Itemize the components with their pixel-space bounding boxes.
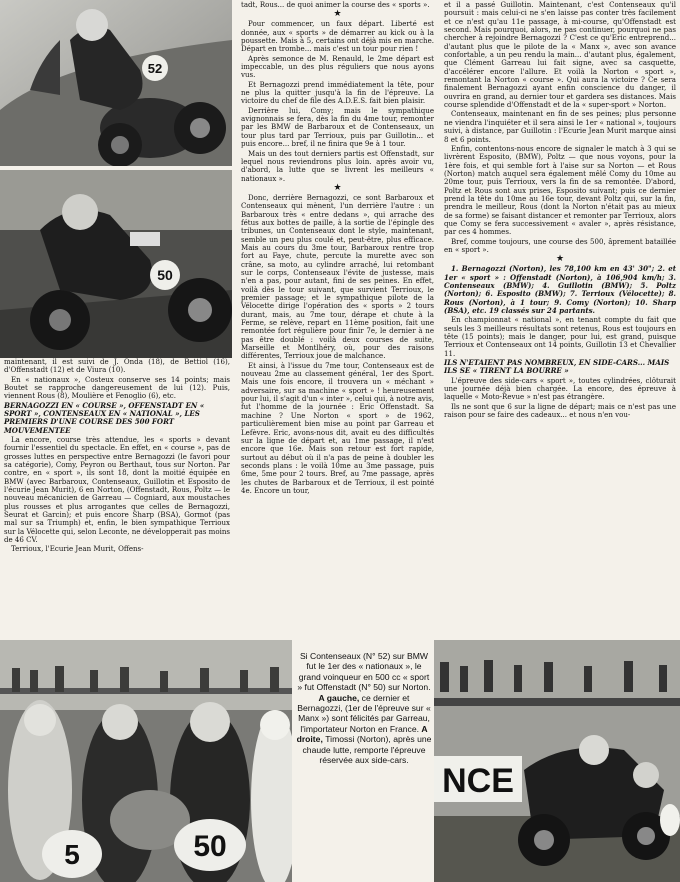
- separator-star: ★: [333, 9, 342, 20]
- paragraph: Et Bernagozzi prend immédiatement la tête, pour ne plus la quitter jusqu'à la fin de l'épreuve. La victoire du chef de file des A.D.E.S. fait bien plaisir.: [241, 79, 434, 106]
- section-heading-sidecars: ILS N'ETAIENT PAS NOMBREUX, EN SIDE-CARS... MAIS ILS SE « TIRENT LA BOURRE »: [444, 358, 670, 376]
- paragraph: et il a passé Guillotin. Maintenant, c'est Contenseaux qu'il poursuit : mais celui-ci ne s'en laisse pas conter très facilement et ce n'est qu'au 11e passage, à mi-course, qu'Offenstadt est second. Mais pourquoi, alors, ne pas continuer, pourquoi ne pas chercher à rejoindre Bernagozzi ? C'est ce qu'Eric entreprend... d'autant plus que le pilote de la « Manx », avec son avance confortable, a un peu rendu la main... d'autant plus, également, que Clément Garreau lui fait signe, avec sa casquette, d'accélérer encore l'allure. Et voilà la Norton « sport », remontant la Norton « course ». Qui aura la victoire ? Ce sera finalement Bernagozzi ayant enfin conscience du danger, il ouvrira en grand, au dernier tour et gardera ses distances. Mais course splendide d'Offenstadt et de la « super-sport » Norton.: [444, 0, 676, 110]
- race-results: 1. Bernagozzi (Norton), les 78,100 km en 43' 30"; 2. et 1er « sport » : Offenstadt (Norton), à 106,904 km/h; 3. Contenseaux (BMW); 4. Guillotin (BMW); 5. Poltz (Norton); 6. Esposito (BMW); 7. Terrioux (Vélocette); 8. Rous (Norton), à 1 tour; 9. Comy (Norton); 10. Sharp (BSA), etc. 19 classés sur 24 partants.: [444, 264, 676, 316]
- photo-offenstadt-riding: [0, 170, 232, 358]
- photo-caption: [296, 651, 432, 765]
- photo-timossi-sidecar: [434, 640, 680, 882]
- paragraph: Contenseaux, maintenant en fin de ses peines; plus personne ne viendra l'inquiéter et il sera ainsi le 1er « national », toujours suivi, à distance, par Guillotin : l'Ecurie Jean Murit marque ainsi 8 et 6 points.: [444, 109, 676, 144]
- paragraph: Terrioux, l'Ecurie Jean Murit, Offens-: [11, 544, 144, 554]
- paragraph: En championnat « national », en tenant compte du fait que seuls les 3 meilleurs résultats sont retenus, Rous est toujours en tête (15 points); mais le danger, pour lui, est grand, puisque Terrioux et Contenseaux ont 14 points, Guillotin 13 et Chevallier 11.: [444, 315, 676, 358]
- photo-number-50: 50: [157, 267, 173, 283]
- paragraph: Pour commencer, un faux départ. Liberté est donnée, aux « sports » de démarrer au kick ou à la poussette. Mais à 5, certains ont déjà mis en marche. Départ en trombe... mais c'est un tour pour rien !: [241, 19, 434, 54]
- caption-text: Timossi (Norton), après une chaude lutte, remporte l'épreuve réservée aux side-cars.: [302, 734, 432, 766]
- paragraph: Bref, comme toujours, une course des 500, âprement bataillée en « sport ».: [444, 236, 676, 254]
- photo-number-52: 52: [147, 61, 163, 76]
- photo-banner-text: NCE: [442, 762, 514, 800]
- article-column-2: [241, 1, 434, 496]
- paragraph: Ils ne sont que 6 sur la ligne de départ; mais ce n'est pas une raison pour se faire des cadeaux... et nous n'en vou-: [444, 401, 676, 420]
- paragraph: Derrière lui, Comy; mais le sympathique avignonnais se fera, dès la fin du 4me tour, remonter par les BMW de Barbaroux et de Contenseaux, un tour plus tard par Terrioux, puis par Guillotin... et puis encore... bref, il ne finira que 9e à 1 tour.: [241, 105, 434, 149]
- separator-star: ★: [555, 254, 565, 265]
- paragraph: La encore, course très attendue, les « sports » devant fournir l'essentiel du spectacle. En effet, en « course », pas de grosses luttes en perspective entre Bernagozzi (le favori pour sa catégorie), Comy, Peyron ou Berthaut, tous sur Norton. Par contre, en « sport », ils sont 18, dont la moitié équipée en BMW (avec Barbaroux, Contenseaux, Guillotin et Esposito de l'écurie Jean Murit), 6 en Norton, (Offenstadt, Rous, Poltz — le nouveau mécanicien de Garreau — Cogniard, aux moustaches plus rousses et plus arrogantes que celles de Bernagozzi, Seurat et Garcin); et puis encore Sharp (BSA), Gormot (pas mal sur sa Triumph) et, enfin, le bien sympathique Terrioux sur la Vélocette qui, selon Leconte, ne développerait pas moins de 46 CV.: [4, 434, 230, 545]
- section-heading-500: BERNAGOZZI EN « COURSE », OFFENSTADT EN « SPORT », CONTENSEAUX EN « NATIONAL », LES PREMIERS D'UNE COURSE DES 500 FORT MOUVEMENTEE: [4, 400, 205, 435]
- caption-right-label: A droite,: [296, 723, 428, 745]
- paragraph: Après semonce de M. Renauld, le 2me départ est impeccable, un des plus réguliers que nous ayons vus.: [241, 53, 434, 80]
- article-column-3: [444, 1, 676, 420]
- paragraph: Et ainsi, à l'issue du 7me tour, Contenseaux est de nouveau 2me au classement général, 1er des Sport. Mais une fois encore, il trouvera un « méchant » adversaire, sur sa machine « sport » ! heureusement pour lui, il s'agit d'un « inter », celui qui, à notre avis, fut l'homme de la journée : Eric Offenstadt. Sa machine ? Une Norton « sport » de 1962, particulièrement bien mise au point par Garreau et Lefèvre. Eric, avons-nous dit, avait eu des difficultés sur la ligne de départ et, au 1me passage, il n'est encore que 16e. Mais son retour est fort rapide, surtout au début où il n'a pas de peine à doubler les seconds plans : le voilà 10me au 3me passage, puis 6me, 5me pour 2 tours. Bref, au 7me passage, après les chutes de Barbaroux et de Terrioux, il est pointé 4e. Encore un tour,: [241, 360, 434, 495]
- paragraph: En « nationaux », Costeux conserve ses 14 points; mais Boutet se rapproche dangereusement de lui (12). Puis, viennent Rous (8), Moulière et Fenoglio (6), etc.: [4, 374, 230, 401]
- separator-star: ★: [333, 182, 342, 193]
- photo-number-5: 5: [64, 839, 80, 870]
- paragraph: maintenant, il est suivi de J. Onda (18), de Bettiol (16), d'Offenstadt (12) et de Viura (10).: [4, 357, 230, 375]
- caption-left-label: A gauche,: [318, 692, 362, 703]
- paragraph: tadt, Rous... de quoi animer la course des « sports ».: [241, 0, 430, 9]
- photo-contenseaux-riding: [0, 0, 232, 166]
- paragraph: Enfin, contentons-nous encore de signaler le match à 3 qui se livrèrent Esposito, (BMW), Poltz — que nous voyons, pour la 1ère fois, et qui semble fort à l'aise sur sa Norton — et Rous (Norton) match auquel sera également mêlé Comy du 10me au 20me tour, puis Terrioux, vers la fin de sa remontée. D'abord, Poltz et Rous sont aux prises, Esposito suivant; puis ce dernier prend la tête du 10me au 16e tour, devant Poltz qui, sur la fin, prendra le meilleur, Rous (dont la Norton n'était pas au mieux de sa forme) se faisant distancer et remonter par Terrioux, alors que Comy se fera successivement « avaler », après résistance, par ces 4 hommes.: [444, 143, 676, 237]
- photo-number-50b: 50: [193, 830, 227, 863]
- caption-text: ce dernier et Bernagozzi, (1er de l'épreuve sur « Manx ») sont félicités par Garreau, l'importateur Norton en France.: [297, 692, 431, 734]
- paragraph: L'épreuve des side-cars « sport », toutes cylindrées, clôturait une journée déjà bien chargée. La encore, des épreuve à laquelle « Moto-Revue » n'est pas étrangère.: [444, 375, 676, 402]
- article-column-1: [4, 358, 230, 555]
- photo-winners-congratulated: [0, 640, 292, 882]
- paragraph: Donc, derrière Bernagozzi, ce sont Barbaroux et Contenseaux qui mènent, l'un derrière l'autre : un Barbaroux très « entre dedans », qui arrache des fétus aux bottes de paille, à la sortie de l'épingle des tribunes, un Contenseaux dont le style, maintenant, semble un peu plus coulé et, peut-être, plus efficace. Mais au cours du 3me tour, Barbaroux rentre trop fort au Faye, chute, percute la murette avec son crâne, sa moto, au cylindre arraché, lui retombant sur le corps, Contenseaux l'évite de justesse, mais n'en a pas, pour autant, fini de ses peines. En effet, voilà dès le tour suivant, que survient Terrioux, le premier passage; et le sympathique pilote de la Vélocette dirige l'opération des « sports » 2 tours durant, mais, au 7me tour, dérape et chute à la Ferme, se relève, repart en 11ème position, fait une remontée fort régulière pour finir 7e, le dernier à ne pas être doublé : voilà deux courses de suite, Marseille et Montlhéry, où, pour des raisons différentes, Terrioux joue de malchance.: [241, 192, 434, 361]
- caption-text: Si Contenseaux (N° 52) sur BMW fut le 1er des « nationaux », le grand voinqueur en 500 cc « sport » fut Offenstadt (N° 50) sur Norton.: [297, 651, 431, 693]
- paragraph: Mais un des tout derniers partis est Offenstadt, sur lequel nous reviendrons plus loin. après avoir vu, d'abord, la lutte que se livrent les meilleurs « nationaux ».: [241, 148, 434, 183]
